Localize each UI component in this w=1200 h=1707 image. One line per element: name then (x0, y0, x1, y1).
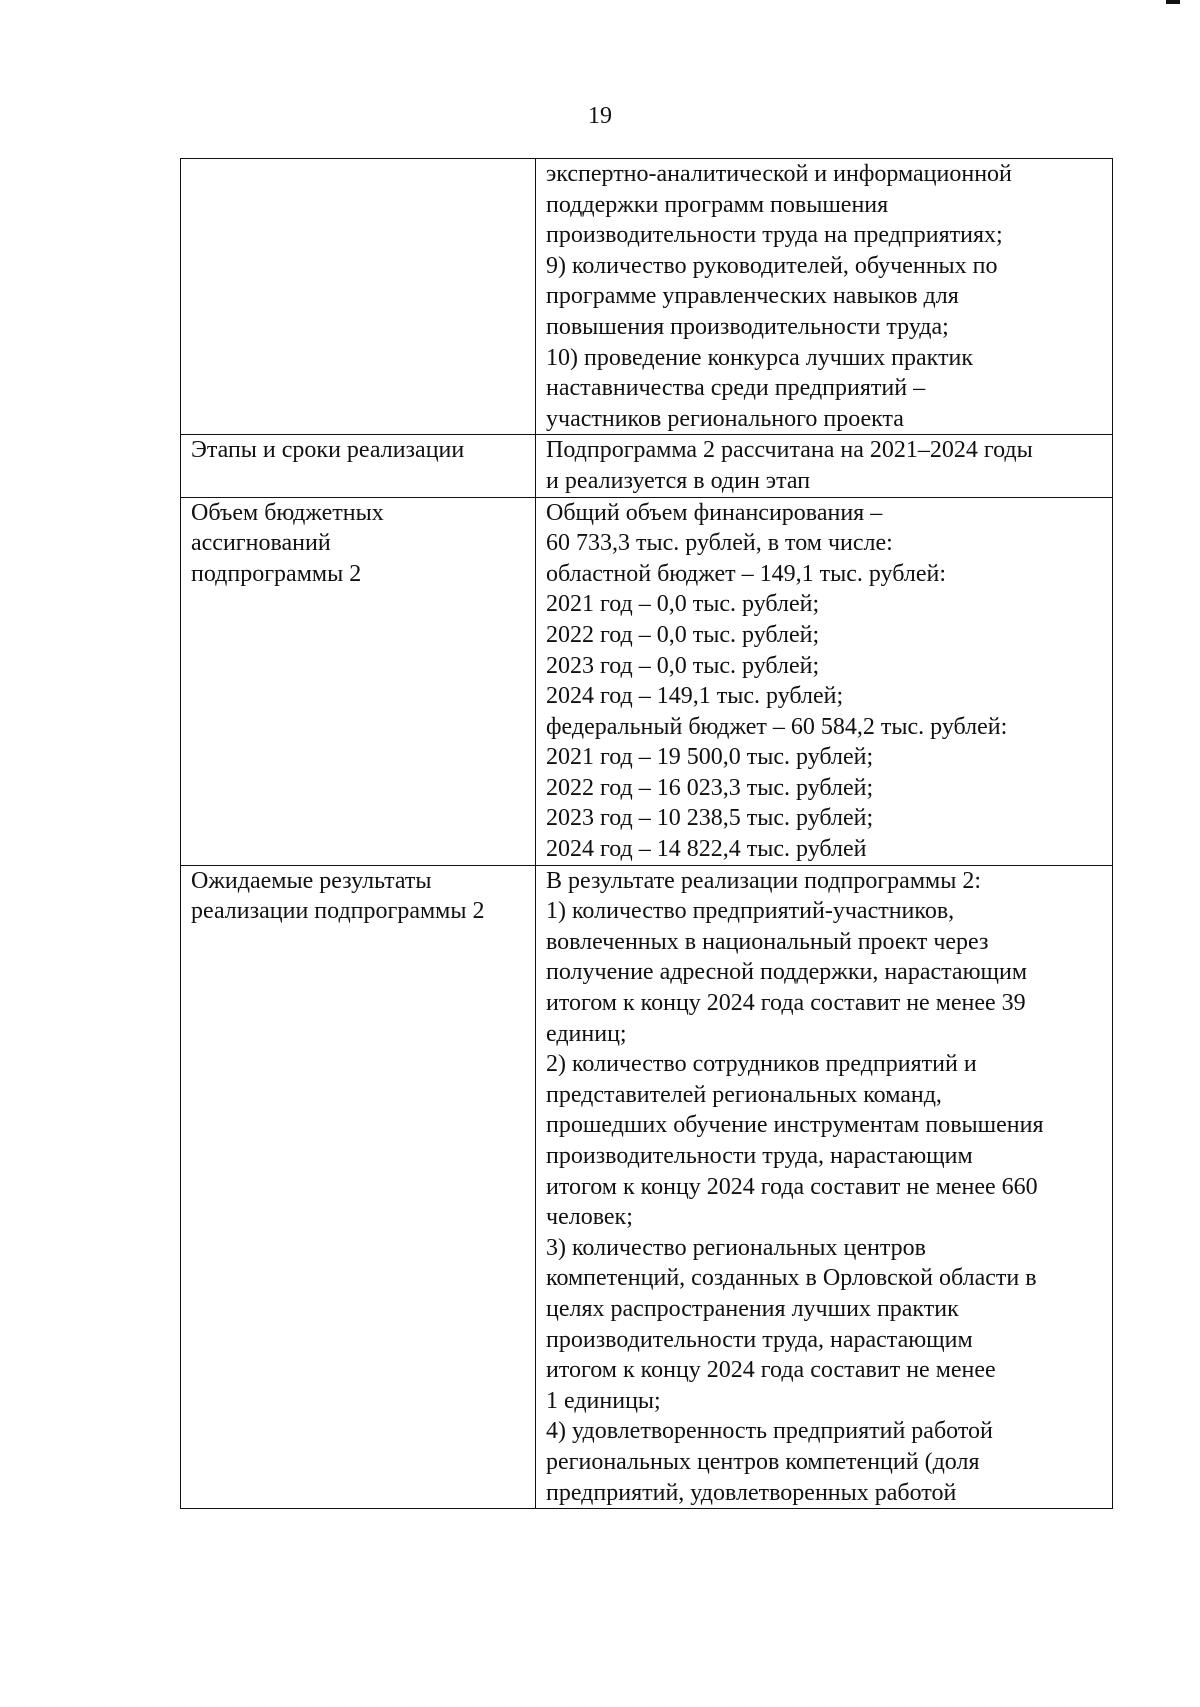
content-line: 2) количество сотрудников предприятий и (546, 1051, 977, 1078)
table-row (181, 497, 1113, 865)
content-line: единиц; (546, 1020, 627, 1047)
page-number: 19 (588, 103, 612, 129)
content-line: федеральный бюджет – 60 584,2 тыс. рублей: (546, 713, 1008, 740)
table-row (181, 435, 1113, 497)
row-label-cell (181, 497, 536, 865)
content-line: повышения производительности труда; (546, 313, 949, 340)
content-line: человек; (546, 1204, 633, 1231)
content-line: получение адресной поддержки, нарастающим (546, 959, 1028, 986)
label-line: ассигнований (191, 530, 331, 557)
content-line: В результате реализации подпрограммы 2: (546, 867, 981, 894)
content-line: производительности труда, нарастающим (546, 1326, 973, 1353)
content-line: программе управленческих навыков для (546, 283, 959, 310)
content-line: прошедших обучение инструментам повышения (546, 1112, 1044, 1139)
content-line: Общий объем финансирования – (546, 499, 883, 526)
content-line: 9) количество руководителей, обученных по (546, 252, 998, 279)
content-line: и реализуется в один этап (546, 467, 811, 494)
content-line: итогом к концу 2024 года составит не менее (546, 1357, 996, 1384)
content-line: производительности труда на предприятиях; (546, 222, 1003, 249)
content-line: 2024 год – 14 822,4 тыс. рублей (546, 836, 867, 863)
content-line: Подпрограмма 2 рассчитана на 2021–2024 годы (546, 437, 1033, 464)
row-label-cell (181, 435, 536, 497)
content-line: 1 единицы; (546, 1387, 661, 1414)
content-line: региональных центров компетенций (доля (546, 1448, 980, 1475)
label-line: Ожидаемые результаты (191, 867, 432, 894)
label-line: подпрограммы 2 (191, 560, 362, 587)
content-line: 10) проведение конкурса лучших практик (546, 344, 973, 371)
content-line: 2021 год – 0,0 тыс. рублей; (546, 591, 820, 618)
content-line: поддержки программ повышения (546, 191, 889, 218)
content-line: областной бюджет – 149,1 тыс. рублей: (546, 560, 946, 587)
content-line: итогом к концу 2024 года составит не менее 660 (546, 1173, 1038, 1200)
content-line: экспертно-аналитической и информационной (546, 161, 1012, 187)
content-line: производительности труда, нарастающим (546, 1143, 973, 1169)
subprogram-passport-table (180, 158, 1113, 1509)
row-content-cell (536, 159, 1113, 435)
content-line: наставничества среди предприятий – (546, 375, 926, 402)
content-line: 60 733,3 тыс. рублей, в том числе: (546, 530, 893, 557)
content-line: 4) удовлетворенность предприятий работой (546, 1418, 993, 1445)
content-line: вовлеченных в национальный проект через (546, 928, 989, 955)
row-label-cell (181, 865, 536, 1508)
content-line: 2021 год – 19 500,0 тыс. рублей; (546, 744, 874, 771)
table-row (181, 865, 1113, 1508)
content-line: 2023 год – 0,0 тыс. рублей; (546, 652, 820, 679)
label-line: Этапы и сроки реализации (191, 437, 465, 464)
scan-edge-mark (1166, 0, 1180, 4)
row-content-cell (536, 435, 1113, 497)
content-line: 2023 год – 10 238,5 тыс. рублей; (546, 805, 874, 832)
row-label-cell (181, 159, 536, 435)
content-line: целях распространения лучших практик (546, 1295, 959, 1322)
label-line: реализации подпрограммы 2 (191, 898, 485, 925)
table-row (181, 159, 1113, 435)
label-line: Объем бюджетных (191, 499, 384, 526)
content-line: участников регионального проекта (546, 405, 904, 432)
content-line: 3) количество региональных центров (546, 1234, 926, 1261)
content-line: 2022 год – 0,0 тыс. рублей; (546, 621, 820, 648)
row-content-cell (536, 497, 1113, 865)
content-line: компетенций, созданных в Орловской области в (546, 1265, 1037, 1292)
content-line: 1) количество предприятий-участников, (546, 898, 955, 925)
content-line: представителей региональных команд, (546, 1081, 942, 1108)
content-line: предприятий, удовлетворенных работой (546, 1479, 957, 1506)
table-body (181, 159, 1113, 1509)
content-line: 2024 год – 149,1 тыс. рублей; (546, 683, 844, 710)
content-line: итогом к концу 2024 года составит не менее 39 (546, 990, 1026, 1017)
row-content-cell (536, 865, 1113, 1508)
content-line: 2022 год – 16 023,3 тыс. рублей; (546, 774, 874, 801)
